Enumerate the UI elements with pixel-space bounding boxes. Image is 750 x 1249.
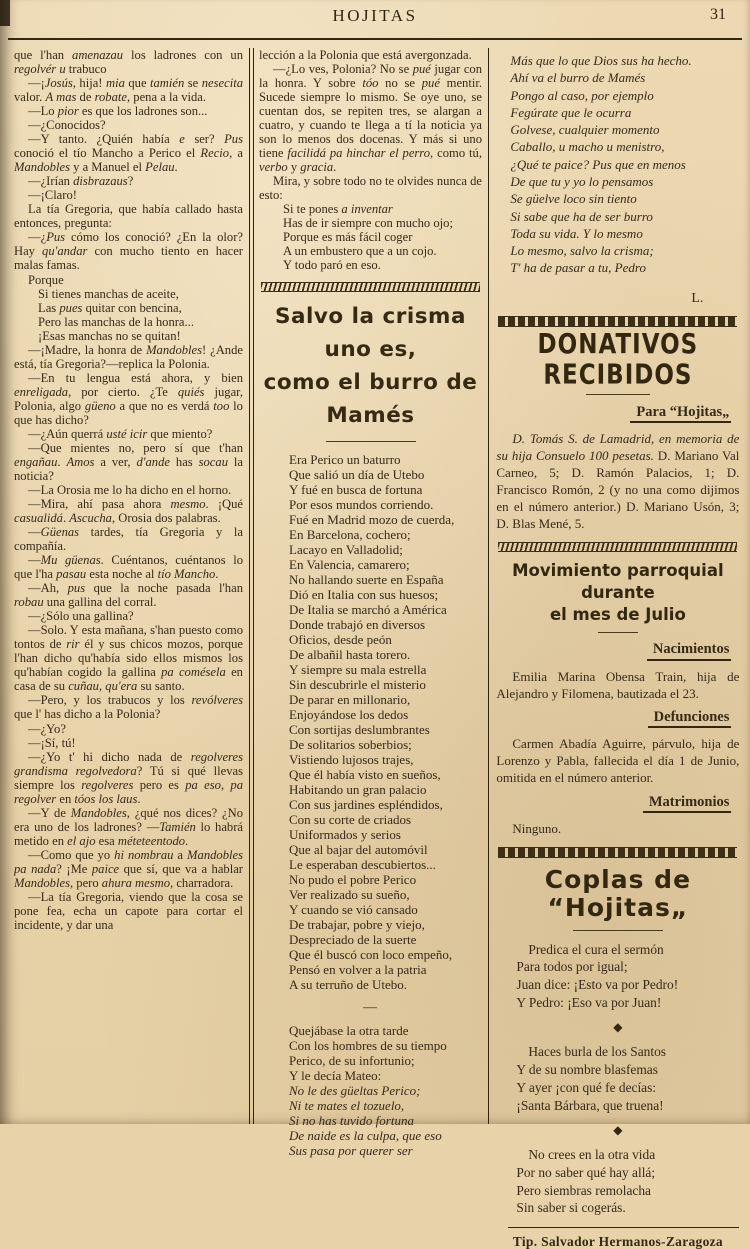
- poem-line: Con los hombres de su tiempo: [289, 1038, 447, 1054]
- column2-paragraph: Has de ir siempre con mucho ojo;: [283, 216, 453, 231]
- poem-line: Perico, de su infortunio;: [289, 1053, 415, 1069]
- copla-line: Y de su nombre blasfemas: [516, 1062, 658, 1078]
- coplas-title-rule: [573, 930, 663, 931]
- poem-line: Y siempre su mala estrella: [289, 661, 427, 677]
- column1-paragraph: —Y tanto. ¿Quién había e ser? Pus conoció el tío Mancho a Perico el Recio, a Mandobles y a Manuel el Pelau.: [14, 132, 243, 175]
- article-heading-line2: como el burro de Mamés: [263, 370, 478, 429]
- copla-stanza-1: [516, 941, 739, 1012]
- defunciones-body: [496, 735, 739, 786]
- donativos-subhead-label: Para “Hojitas„: [630, 404, 731, 423]
- nacimientos-label: Nacimientos: [647, 641, 732, 660]
- poem-line: A su terruño de Utebo.: [289, 976, 408, 992]
- donativos-body: [496, 430, 739, 533]
- poem-line: Con sus jardines espléndidos,: [289, 796, 443, 812]
- column1-paragraph: —¿Yo t' hi dicho nada de regolveres grandisma regolvedora? Tú si qué llevas siempre los regolveres pero es pa eso, pa regolver en tóos los laus.: [14, 749, 243, 806]
- donativos-subhead: [496, 404, 731, 423]
- column1-paragraph: —Y de Mandobles, ¿qué nos dices? ¿No era uno de los ladrones? —Tamién lo habrá metido en el ajo esa méteteentodo.: [14, 805, 244, 848]
- column2-paragraph: Y todo paró en eso.: [283, 258, 381, 273]
- masthead: [0, 0, 750, 36]
- copla-line: Juan dice: ¡Esto va por Pedro!: [516, 977, 679, 993]
- column1-paragraph: —¿Irían disbrazaus?: [28, 174, 134, 189]
- nacimientos-text: Emilia Marina Obensa Train, hija de Alejandro y Filomena, bautizada el 23.: [496, 668, 740, 701]
- poem-line: Despreciado de la suerte: [289, 931, 417, 947]
- diamond-ornament-icon: ◆: [613, 1019, 623, 1034]
- burro-poem: [510, 52, 739, 277]
- column1-paragraph: ¡Esas manchas no se quitan!: [38, 328, 181, 343]
- movimiento-title: [496, 560, 739, 627]
- column1-paragraph: —Lo pior es que los ladrones son...: [28, 104, 208, 119]
- poem-line: Que al bajar del automóvil: [289, 841, 428, 857]
- poem-line: Y le decía Mateo:: [289, 1068, 382, 1084]
- column1-paragraph: —En tu lengua está ahora, y bien enreligada, por cierto. ¿Te quiés jugar, Polonia, algo güeno a que no es verdá too lo que has dicho?: [14, 370, 243, 427]
- poem-line: De trabajar, pobre y viejo,: [289, 916, 425, 932]
- column1-paragraph: —Que mientes no, pero sí que t'han engañau. Amos a ver, d'ande has socau la noticia?: [14, 440, 244, 483]
- column2-paragraph: —¿Lo ves, Polonia? No se pué jugar con la honra. Y sobre tóo no se pué mentir. Sucede siempre lo mismo. Se oye uno, se cuentan dos, se repiten tres, se alargan a cuatro, y cuando te llega a tí la noticia ya son lo menos dos docenas. Y más si uno tiene facilidá pa hinchar el perro, como tú, verbo y gracia.: [259, 62, 483, 175]
- column1-paragraph: Porque: [28, 272, 64, 287]
- column1-paragraph: —Pero, y los trabucos y los revólveres que l' has dicho a la Polonia?: [14, 693, 243, 722]
- copla-line: Haces burla de los Santos: [528, 1044, 666, 1060]
- movimiento-title-rule: [598, 632, 638, 633]
- column1-paragraph: que l'han amenazau los ladrones con un regolvér u trabuco: [14, 48, 243, 77]
- column-separator-double: [249, 48, 254, 1124]
- column1-paragraph: —Ah, pus que la noche pasada l'han robau una gallina del corral.: [14, 581, 243, 610]
- copla-line: Para todos por igual;: [516, 959, 628, 975]
- copla-line: Sin saber si cogerás.: [516, 1200, 626, 1216]
- donativos-text: D. Tomás S. de Lamadrid, en memoria de su hija Consuelo 100 pesetas. D. Mariano Val Carneo, 5; D. Ramón Palacios, 1; D. Francisco Romón, 2 (y no una como dijimos en el número anterior.) D. Mariano Usón, 3; D. Blas Mené, 5.: [496, 430, 740, 532]
- poem-line: Donde trabajó en diversos: [289, 616, 426, 632]
- column1-paragraph: —Mira, ahí pasa ahora mesmo. ¡Qué casualidá. Ascucha, Orosia dos palabras.: [14, 497, 244, 526]
- defunciones-label: Defunciones: [648, 709, 732, 728]
- nacimientos-subhead: [496, 641, 731, 660]
- poem-line: Con su corte de criados: [289, 811, 412, 827]
- diamond-ornament-icon: ◆: [613, 1122, 623, 1137]
- poem-line: En Barcelona, cochero;: [289, 526, 411, 542]
- poem-line: En Valencia, camarero;: [289, 556, 410, 572]
- poem-line: Que él buscó con loco empeño,: [289, 946, 453, 962]
- poem-line: Y cuando se vió cansado: [289, 901, 418, 917]
- poem-line: Lo mesmo, salvo la crisma;: [510, 243, 654, 259]
- column-1: [14, 48, 243, 1124]
- column1-paragraph: —Solo. Y esta mañana, s'han puesto como tontos de rir él y sus chicos mozos, porque l'han dicho qu'había sido ellos mismos los qu'habían cogido la gallina pa comésela en casa de su cuñau, qu'era su santo.: [14, 623, 243, 694]
- defunciones-subhead: [496, 709, 731, 728]
- poem-line: De solitarios soberbios;: [289, 736, 412, 752]
- column-2: [259, 48, 483, 1159]
- page-title: HOJITAS: [332, 6, 418, 25]
- column1-paragraph: —¡Josús, hija! mia que tamién se nesecita valor. A mas de robate, pena a la vida.: [14, 76, 244, 105]
- poem-line: Con sortijas deslumbrantes: [289, 721, 430, 737]
- matrimonios-body: [496, 820, 739, 837]
- coplas-title: Coplas de “Hojitas„: [544, 864, 692, 922]
- perico-poem-part1: [289, 452, 482, 992]
- copla-line: Y ayer ¡con qué fe decías:: [516, 1079, 657, 1095]
- poem-line: Que él había visto en sueños,: [289, 766, 441, 782]
- poem-line: ¿Qué te paice? Pus que en menos: [510, 156, 686, 172]
- braided-rule: [498, 542, 737, 552]
- segmented-rule: [498, 847, 737, 858]
- poem-line: De Italia se marchó a América: [289, 601, 447, 617]
- perico-poem-part2: [289, 1023, 482, 1158]
- matrimonios-label: Matrimonios: [643, 794, 732, 813]
- poem-line: Habitando un gran palacio: [289, 781, 427, 797]
- column1-paragraph: —¿Conocidos?: [28, 118, 106, 133]
- imprint: Tip. Salvador Hermanos-Zaragoza: [512, 1234, 723, 1249]
- copla-line: Por no saber qué hay allá;: [516, 1164, 656, 1180]
- column1-paragraph: —¡Sí, tú!: [28, 735, 76, 750]
- poem-line: Ni te mates el tozuelo,: [289, 1098, 405, 1114]
- column1-paragraph: —¿Pus cómo los conoció? ¿En la olor? Hay qu'andar con mucho tiento en hacer malas famas.: [14, 230, 243, 273]
- column1-paragraph: —¡Claro!: [28, 188, 77, 203]
- poem-line: Uniformados y serios: [289, 826, 401, 842]
- column1-paragraph: —¿Yo?: [28, 721, 66, 736]
- poem-line: No le des güeltas Perico;: [289, 1083, 421, 1099]
- poem-line: De naide es la culpa, que eso: [289, 1128, 442, 1144]
- column1-paragraph: Las pues quitar con bencina,: [38, 300, 182, 315]
- poem-line: Vistiendo lujosos trajes,: [289, 751, 414, 767]
- copla-stanza-2: [516, 1043, 739, 1114]
- matrimonios-text: Ninguno.: [512, 820, 562, 836]
- heading-rule: [326, 441, 416, 442]
- poem-line: Le esperaban descubiertos...: [289, 856, 436, 872]
- copla-line: Predica el cura el sermón: [528, 941, 664, 957]
- poem-line: Sus pasa por querer ser: [289, 1143, 413, 1159]
- poem-line: Enjoyándose los dedos: [289, 706, 409, 722]
- poem-line: Sin descubrirle el misterio: [289, 676, 426, 692]
- column-3: [496, 48, 740, 1249]
- article-heading: [259, 300, 482, 433]
- column1-paragraph: —La tía Gregoria, viendo que la cosa se pone fea, echa un capote para cortar el incidente, y dar una: [14, 889, 243, 932]
- donativos-title-rule: [586, 394, 650, 395]
- copla-line: ¡Santa Bárbara, que truena!: [516, 1097, 664, 1113]
- poem-line: Se güelve loco sin tiento: [510, 191, 637, 207]
- poem-line: Ver realizado su sueño,: [289, 886, 410, 902]
- poem-signature: L.: [691, 290, 704, 306]
- imprint-rule: [508, 1227, 739, 1228]
- column1-paragraph: —¿Aún querrá usté icir que miento?: [28, 426, 213, 441]
- segmented-rule: [498, 316, 737, 327]
- poem-line: Fué en Madrid mozo de cuerda,: [289, 511, 455, 527]
- poem-line: Por esos mundos corriendo.: [289, 496, 434, 512]
- poem-line: De que tu y yo lo pensamos: [510, 173, 654, 189]
- column2-paragraph: lección a la Polonia que está avergonzada.: [259, 48, 472, 62]
- poem-line: Quejábase la otra tarde: [289, 1023, 409, 1039]
- column1-paragraph: —Como que yo hi nombrau a Mandobles pa nada? ¡Me paice que sí, que va a hablar Mandobles, pero ahura mesmo, charradora.: [14, 847, 243, 890]
- poem-line: Lacayo en Valladolid;: [289, 541, 403, 557]
- column1-paragraph: Si tienes manchas de aceite,: [38, 286, 179, 301]
- defunciones-text: Carmen Abadía Aguirre, párvulo, hija de Lorenzo y Pabla, fallecida el día 1 de Junio, omitida en el número anterior.: [496, 736, 740, 786]
- poem-line: Dió en Italia con sus huesos;: [289, 586, 439, 602]
- article-heading-line1: Salvo la crisma uno es,: [275, 303, 466, 362]
- poem-line: Pensó en volver a la patria: [289, 961, 427, 977]
- column2-paragraph: Si te pones a inventar: [283, 202, 393, 217]
- copla-line: Y Pedro: ¡Eso va por Juan!: [516, 995, 662, 1011]
- column-separator-single: [488, 48, 489, 1124]
- stanza-divider: —: [363, 999, 378, 1015]
- column2-paragraph: Porque es más fácil coger: [283, 230, 413, 245]
- movimiento-title-line1: Movimiento parroquial durante: [512, 560, 724, 602]
- poem-line: De albañil hasta torero.: [289, 646, 411, 662]
- poem-line: Pongo al caso, por ejemplo: [510, 87, 654, 103]
- columns-container: [0, 40, 750, 1249]
- column2-paragraph: Mira, y sobre todo no te olvides nunca de esto:: [259, 174, 482, 203]
- column2-paragraph: A un embustero que a un cojo.: [283, 244, 437, 259]
- poem-line: Si sabe que ha de ser burro: [510, 208, 653, 224]
- donativos-title: DONATIVOS RECIBIDOS: [537, 329, 699, 391]
- poem-line: No hallando suerte en España: [289, 571, 444, 587]
- movimiento-title-line2: el mes de Julio: [549, 605, 686, 625]
- poem-line: T' ha de pasar a tu, Pedro: [510, 260, 646, 276]
- column1-paragraph: —¿Sólo una gallina?: [28, 609, 134, 624]
- braided-rule: [261, 282, 480, 292]
- nacimientos-body: [496, 668, 739, 702]
- poem-line: Fegúrate que le ocurra: [510, 104, 632, 120]
- column1-paragraph: —Güenas tardes, tía Gregoria y la compañía.: [14, 525, 243, 554]
- column1-paragraph: La tía Gregoria, que había callado hasta entonces, pregunta:: [14, 202, 243, 231]
- copla-stanza-3: [516, 1146, 739, 1217]
- poem-line: Y fué en busca de fortuna: [289, 481, 423, 497]
- poem-line: Si no has tuvido fortuna: [289, 1113, 414, 1129]
- poem-line: Que salió un día de Utebo: [289, 466, 425, 482]
- poem-line: Toda su vida. Y lo mesmo: [510, 225, 643, 241]
- poem-line: Más que lo que Dios sus ha hecho.: [510, 53, 692, 68]
- copla-line: No crees en la otra vida: [528, 1146, 656, 1162]
- column1-paragraph: —Mu güenas. Cuéntanos, cuéntanos lo que l'ha pasau esta noche al tío Mancho.: [14, 553, 243, 582]
- poem-line: De parar en millonario,: [289, 691, 411, 707]
- column2-lead: [259, 48, 482, 273]
- copla-line: Pero siembras remolacha: [516, 1182, 651, 1198]
- poem-line: Caballo, u macho u menistro,: [510, 139, 665, 155]
- matrimonios-subhead: [496, 794, 731, 813]
- poem-line: Golvese, cualquier momento: [510, 122, 660, 138]
- page-number: 31: [710, 6, 726, 23]
- poem-line: No pudo el pobre Perico: [289, 871, 417, 887]
- column1-paragraph: —¡Madre, la honra de Mandobles! ¿Ande está, tía Gregoria?—replica la Polonia.: [14, 342, 243, 371]
- poem-line: Ahí va el burro de Mamés: [510, 70, 646, 86]
- column1-paragraph: —La Orosia me lo ha dicho en el horno.: [28, 482, 232, 497]
- column1-paragraph: Pero las manchas de la honra...: [38, 314, 194, 329]
- poem-line: Oficios, desde peón: [289, 631, 392, 647]
- poem-line: Era Perico un baturro: [289, 451, 401, 467]
